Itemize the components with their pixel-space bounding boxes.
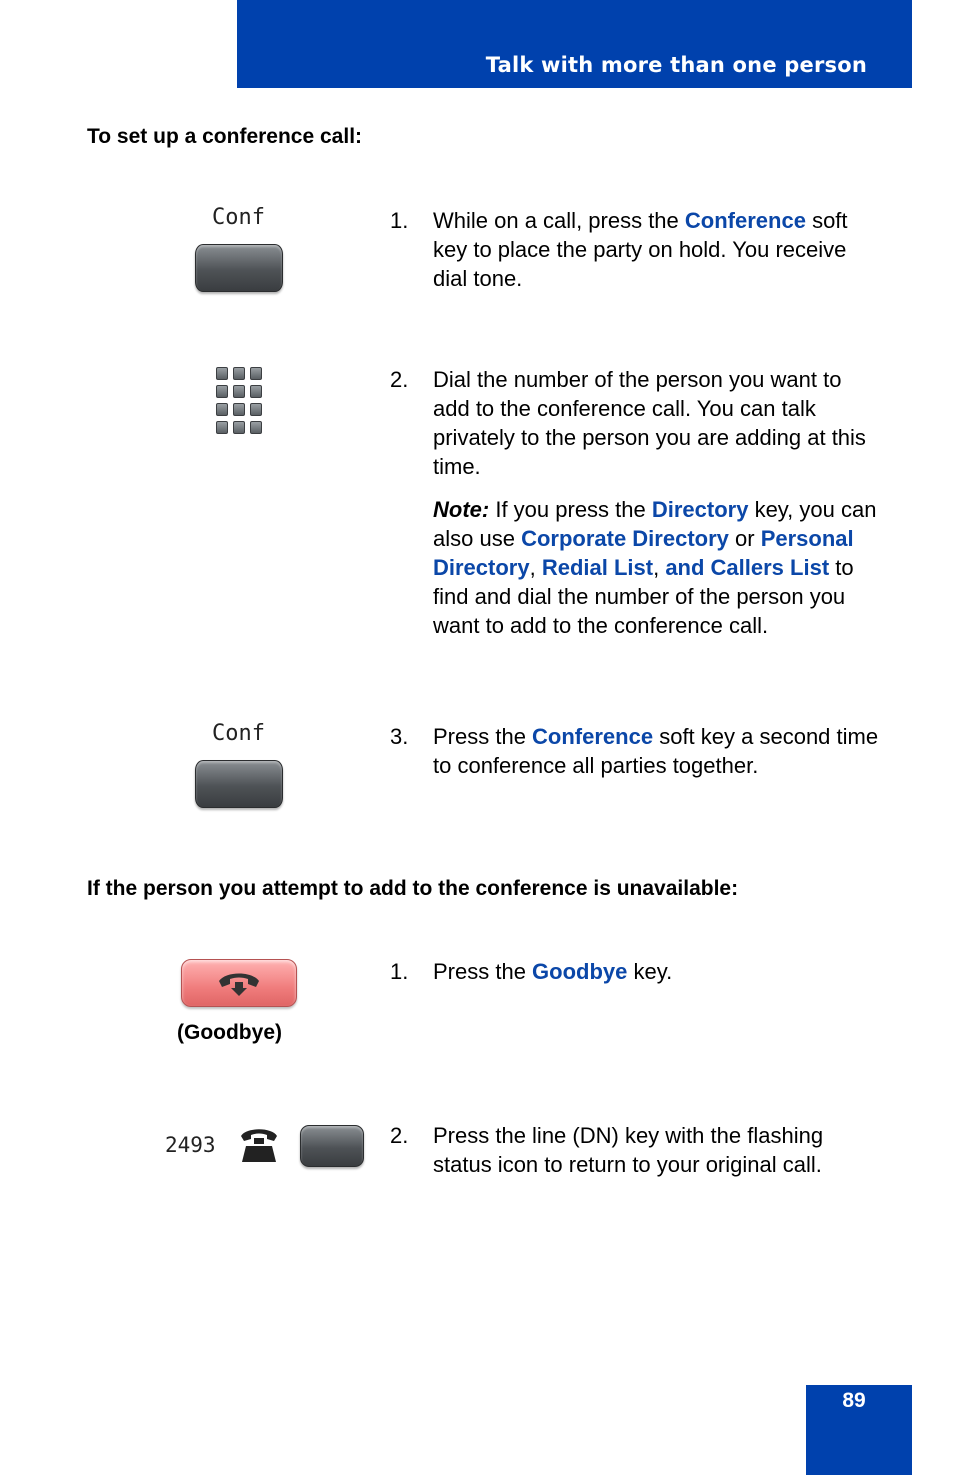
dn-number-label: 2493	[165, 1133, 216, 1157]
step-3-conference: 3. Press the Conference soft key a second time to conference all parties together.	[390, 724, 879, 778]
conference-keyword: Conference	[532, 724, 654, 749]
conf-softkey-label: Conf	[212, 205, 265, 230]
page-number-box	[806, 1385, 912, 1475]
section-heading-unavailable: If the person you attempt to add to the conference is unavailable:	[87, 877, 739, 900]
step-1-goodbye: 1. Press the Goodbye key.	[390, 959, 673, 984]
header-bar	[237, 0, 912, 88]
step-number: 2.	[390, 1123, 409, 1148]
step-text: Press the line (DN) key with the flashing status icon to return to your original call.	[433, 1123, 824, 1177]
conference-softkey[interactable]	[195, 244, 283, 292]
step-2-dial	[390, 365, 880, 640]
goodbye-keyword: Goodbye	[532, 959, 628, 984]
step-number: 1.	[390, 959, 409, 984]
personal-directory-keyword: Personal Directory	[433, 526, 854, 580]
conference-softkey[interactable]	[195, 760, 283, 808]
header-title: Talk with more than one person	[485, 53, 867, 77]
step-text: Dial the number of the person you want to add to the conference call. You can talk privately to the person you are adding at this time.	[433, 367, 866, 479]
step-2-line-key	[390, 1121, 880, 1179]
note-paragraph: Note: If you press the Directory key, you can also use Corporate Directory or Personal Directory, Redial List, and Callers List to find and dial the number of the person you want to add to the conference call.	[433, 497, 877, 638]
note-label: Note:	[433, 497, 490, 522]
redial-list-keyword: Redial List	[541, 555, 654, 580]
page-number: 89	[842, 1389, 866, 1412]
phone-status-icon	[238, 1124, 280, 1166]
section-heading-setup: To set up a conference call:	[87, 125, 363, 148]
step-1-conference	[390, 206, 880, 293]
goodbye-caption: (Goodbye)	[177, 1021, 282, 1044]
step-text: While on a call, press the	[433, 208, 685, 233]
callers-list-keyword: and Callers List	[665, 555, 830, 580]
step-number: 3.	[390, 724, 409, 749]
step-number: 2.	[390, 367, 409, 392]
directory-keyword: Directory	[651, 497, 749, 522]
step-text: soft key to place the party on hold. You receive dial tone.	[433, 208, 848, 291]
step-number: 1.	[390, 208, 409, 233]
dialpad-icon[interactable]	[216, 367, 262, 435]
goodbye-key[interactable]	[181, 959, 297, 1007]
line-dn-key[interactable]	[300, 1125, 364, 1167]
hang-up-icon	[216, 968, 262, 998]
conf-softkey-label: Conf	[212, 721, 265, 746]
conference-keyword: Conference	[684, 208, 806, 233]
corporate-directory-keyword: Corporate Directory	[521, 526, 729, 551]
